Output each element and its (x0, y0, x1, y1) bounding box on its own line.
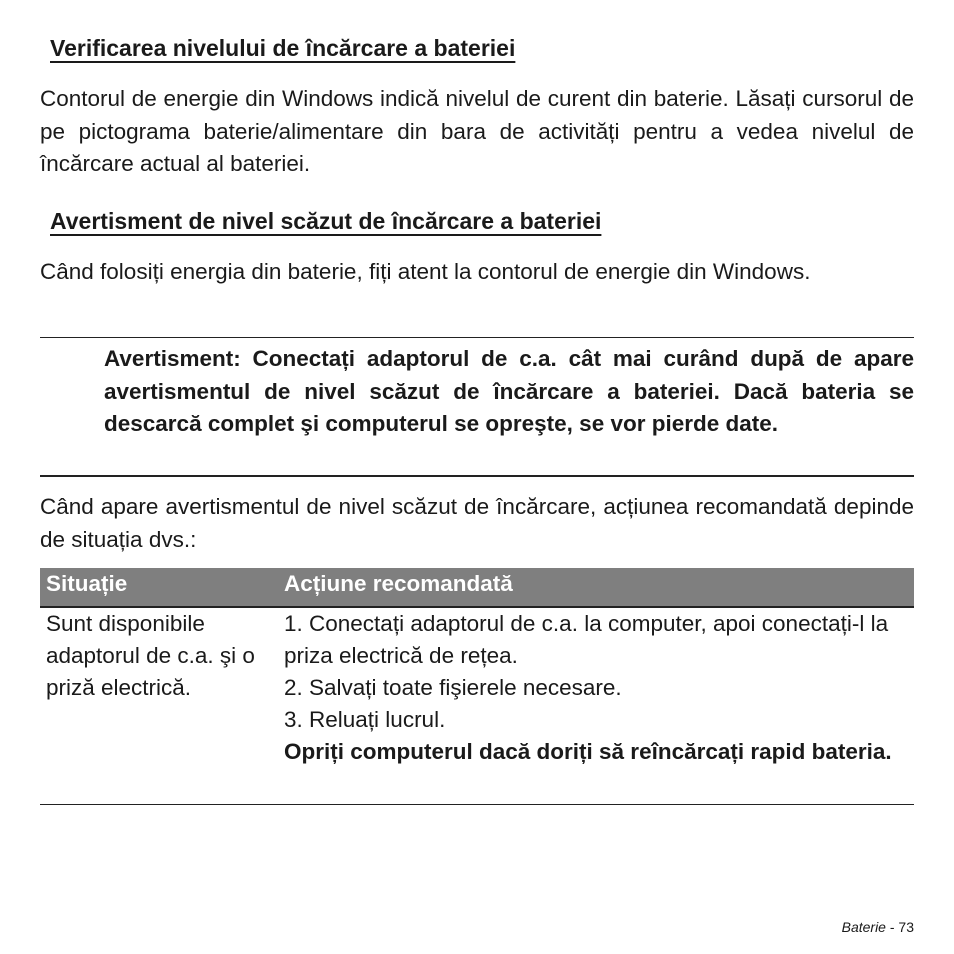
table-row (40, 608, 914, 805)
column-header-situation: Situație (46, 571, 128, 596)
footer-separator: - (885, 919, 899, 935)
action-step-1: 1. Conectați adaptorul de c.a. la computer, apoi conectați-l la priza electrică de rețea. (284, 611, 889, 668)
battery-level-paragraph: Contorul de energie din Windows indică nivelul de curent din baterie. Lăsați cursorul de pe pictograma baterie/alimentare din bara de activități pentru a vedea nivelul de încărcare actual al bateriei. (40, 86, 914, 176)
table-header-row (40, 568, 914, 608)
energy-meter-paragraph: Când folosiți energia din baterie, fiți atent la contorul de energie din Windows. (40, 259, 811, 284)
recommended-action-paragraph: Când apare avertismentul de nivel scăzut de încărcare, acțiunea recomandată depinde de situația dvs.: (40, 494, 914, 552)
warning-note: Avertisment: Conectați adaptorul de c.a. cât mai curând după de apare avertismentul de nivel scăzut de încărcare a bateriei. Dacă bateria se descarcă complet şi computerul se opreşte, se vor pierde date. (104, 346, 914, 436)
footer-section-name: Baterie (841, 919, 886, 935)
page-number: 73 (898, 919, 914, 935)
column-header-action: Acțiune recomandată (284, 571, 513, 596)
warning-bottom-divider (40, 475, 914, 477)
action-step-3: 3. Reluați lucrul. (284, 707, 446, 732)
warning-top-divider (40, 337, 914, 338)
situation-cell: Sunt disponibile adaptorul de c.a. şi o priză electrică. (46, 611, 255, 700)
action-cell (284, 608, 914, 768)
heading-low-battery-warning: Avertisment de nivel scăzut de încărcare a bateriei (50, 208, 602, 234)
page-footer (842, 918, 914, 936)
action-note: Opriți computerul dacă doriți să reîncărcați rapid bateria. (284, 739, 892, 764)
action-step-2: 2. Salvați toate fişierele necesare. (284, 675, 622, 700)
recommended-actions-table (40, 568, 914, 805)
heading-battery-level-check: Verificarea nivelului de încărcare a bateriei (50, 35, 516, 61)
